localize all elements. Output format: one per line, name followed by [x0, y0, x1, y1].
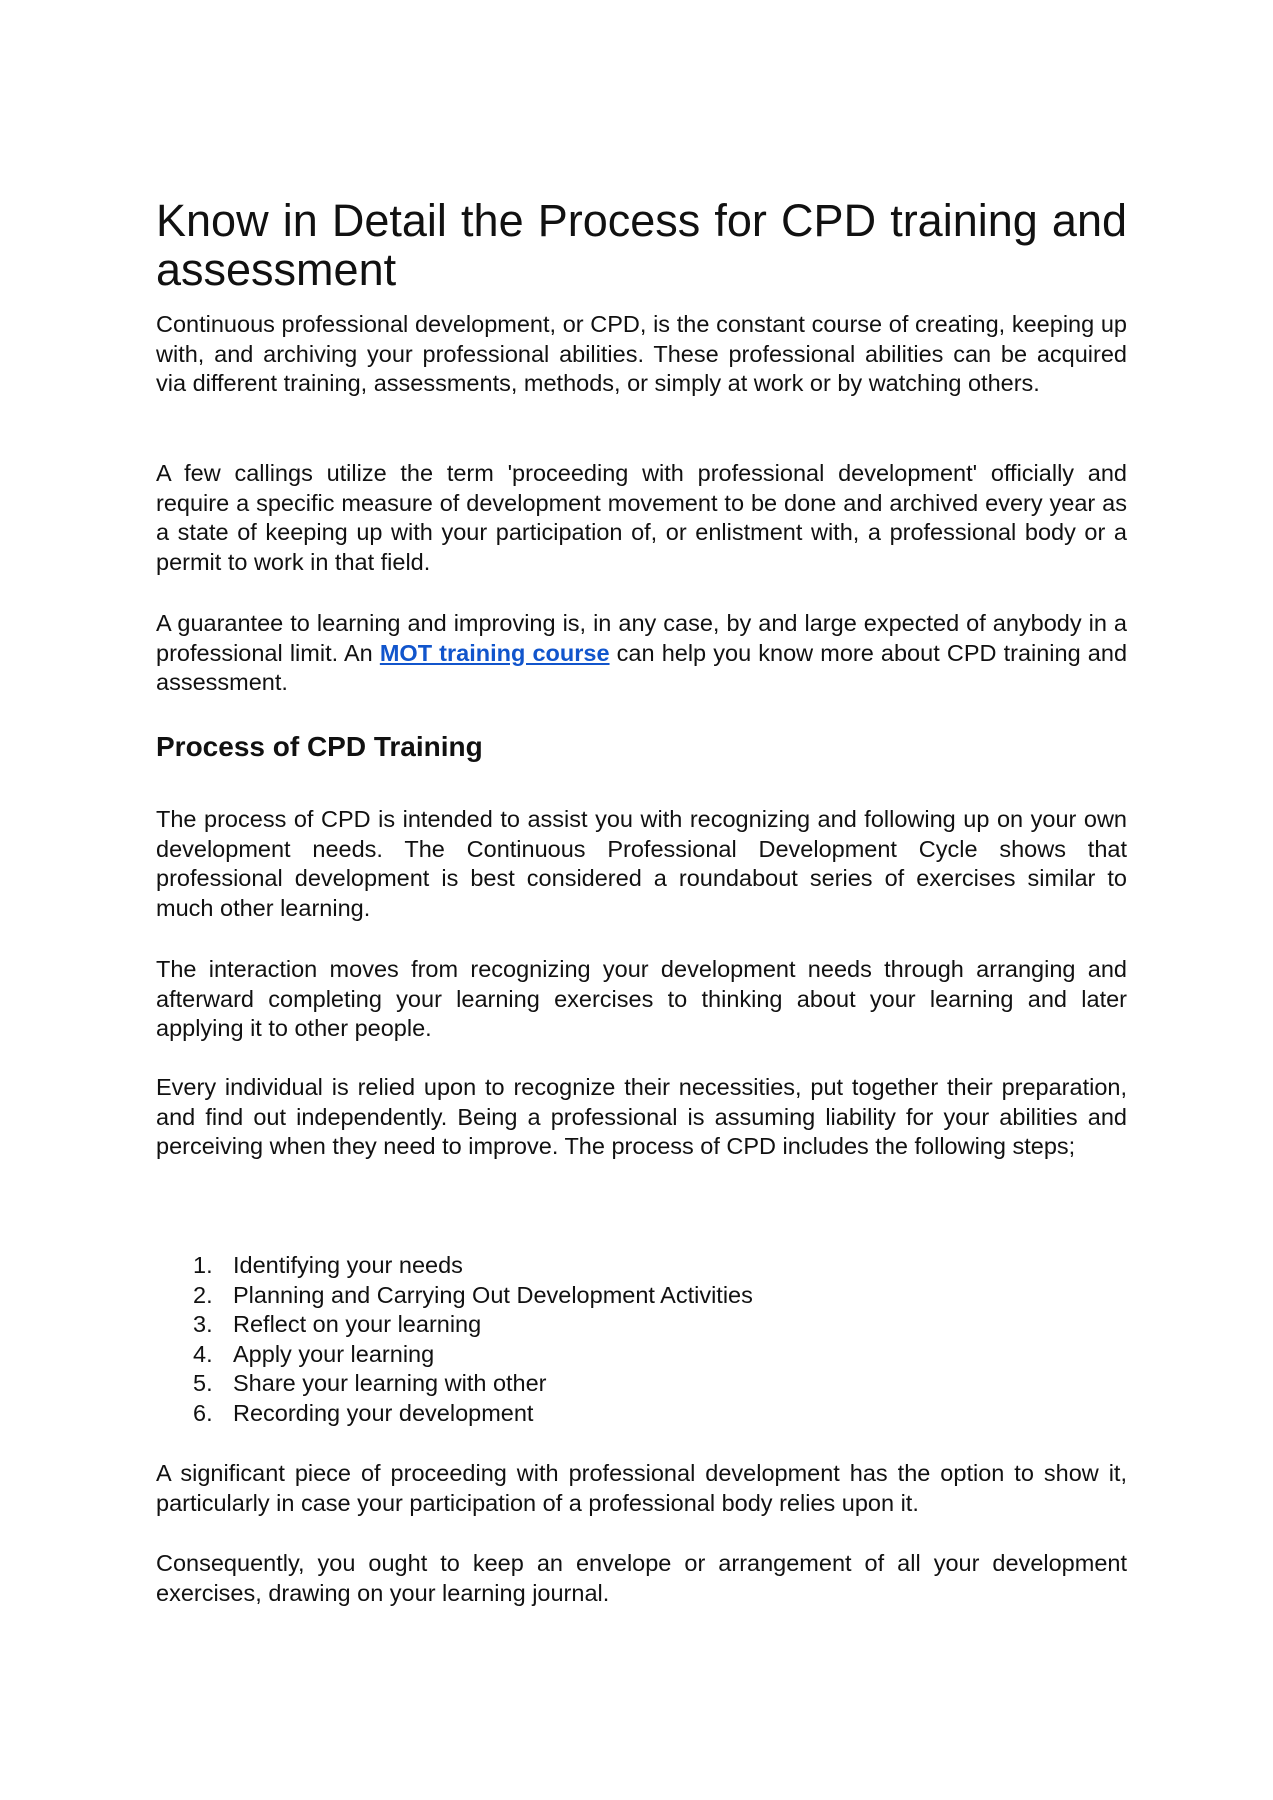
list-number: 6.	[193, 1399, 213, 1426]
paragraph-consequently: Consequently, you ought to keep an envelope or arrangement of all your development exercises, drawing on your learning journal.	[156, 1550, 1127, 1606]
list-item	[156, 1310, 1127, 1340]
paragraph-intro: Continuous professional development, or CPD, is the constant course of creating, keeping up with, and archiving your professional abilities. These professional abilities can be acquired via different training, assessments, methods, or simply at work or by watching others.	[156, 311, 1127, 397]
list-text: Apply your learning	[233, 1340, 435, 1367]
list-text: Planning and Carrying Out Development Activities	[233, 1281, 753, 1308]
list-item	[156, 1251, 1127, 1281]
steps-list	[156, 1251, 1127, 1429]
list-number: 2.	[193, 1281, 213, 1308]
paragraph-process: The process of CPD is intended to assist you with recognizing and following up on your own development needs. The Continuous Professional Development Cycle shows that professional development is best considered a roundabout series of exercises similar to much other learning.	[156, 806, 1127, 921]
list-text: Reflect on your learning	[233, 1311, 482, 1338]
section-heading: Process of CPD Training	[156, 731, 483, 762]
list-text: Identifying your needs	[233, 1252, 463, 1278]
list-number: 5.	[193, 1370, 213, 1397]
list-item	[156, 1399, 1127, 1429]
page-title: Know in Detail the Process for CPD training and assessment	[156, 195, 1127, 295]
paragraph-individual: Every individual is relied upon to recognize their necessities, put together their preparation, and find out independently. Being a professional is assuming liability for your abilities and perceiving when they need to improve. The process of CPD includes the following steps;	[156, 1074, 1127, 1160]
list-text: Share your learning with other	[233, 1370, 547, 1397]
list-number: 4.	[193, 1340, 213, 1367]
paragraph-significant: A significant piece of proceeding with professional development has the option to show it, particularly in case your participation of a professional body relies upon it.	[156, 1460, 1127, 1516]
paragraph-interaction: The interaction moves from recognizing your development needs through arranging and afterward completing your learning exercises to thinking about your learning and later applying it to other people.	[156, 956, 1127, 1042]
paragraph-guarantee	[156, 609, 1127, 698]
mot-training-course-link[interactable]: MOT training course	[379, 639, 610, 666]
list-item	[156, 1340, 1127, 1370]
paragraph-callings: A few callings utilize the term 'proceeding with professional development' officially and require a specific measure of development movement to be done and archived every year as a state of keeping up with your participation of, or enlistment with, a professional body or a permit to work in that field.	[156, 460, 1127, 575]
list-item	[156, 1281, 1127, 1311]
text: A guarantee to learning and improving is, in any case, by and large expected of anybody in a professional limit. An	[156, 610, 1127, 666]
list-text: Recording your development	[233, 1399, 534, 1426]
text: can help you know more about CPD training and assessment.	[156, 639, 1128, 696]
list-number: 3.	[193, 1311, 213, 1338]
list-number: 1.	[193, 1252, 213, 1278]
list-item	[156, 1369, 1127, 1399]
